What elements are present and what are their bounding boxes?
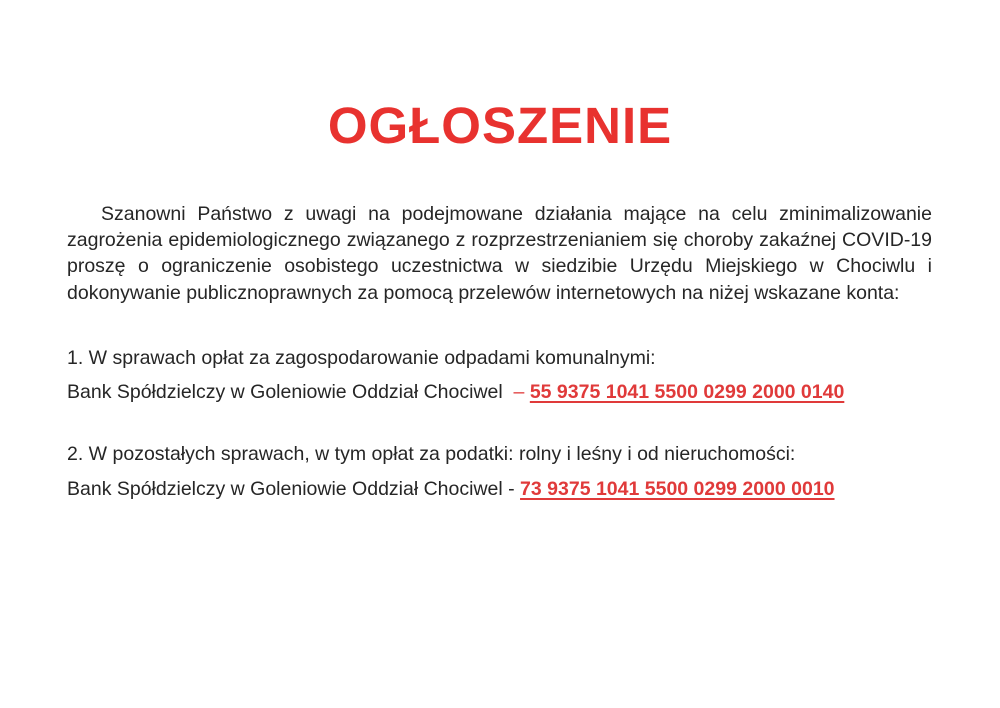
- item-1-separator: –: [513, 381, 525, 403]
- item-1-bank: Bank Spółdzielczy w Goleniowie Oddział Chociwel: [67, 381, 503, 403]
- item-2-bank: Bank Spółdzielczy w Goleniowie Oddział Chociwel: [67, 478, 503, 500]
- item-1-account-number: 55 9375 1041 5500 0299 2000 0140: [529, 381, 845, 403]
- item-1-bank-line: [67, 381, 844, 404]
- intro-paragraph: [67, 201, 932, 306]
- item-2-heading: 2. W pozostałych sprawach, w tym opłat za podatki: rolny i leśny i od nieruchomości:: [67, 443, 796, 465]
- announcement-title: OGŁOSZENIE: [327, 97, 673, 154]
- intro-text: Szanowni Państwo z uwagi na podejmowane działania mające na celu zminimalizowanie zagrożenia epidemiologicznego związanego z rozprzestrzenianiem się choroby zakaźnej COVID-19 proszę o ograniczenie osobistego uczestnictwa w siedzibie Urzędu Miejskiego w Chociwlu i dokonywanie publicznoprawnych za pomocą przelewów internetowych na niżej wskazane konta:: [67, 203, 932, 304]
- item-2-separator: -: [508, 478, 515, 500]
- item-2-bank-line: [67, 478, 835, 501]
- item-2-account-number: 73 9375 1041 5500 0299 2000 0010: [520, 478, 835, 500]
- item-1-heading: 1. W sprawach opłat za zagospodarowanie odpadami komunalnymi:: [67, 347, 656, 369]
